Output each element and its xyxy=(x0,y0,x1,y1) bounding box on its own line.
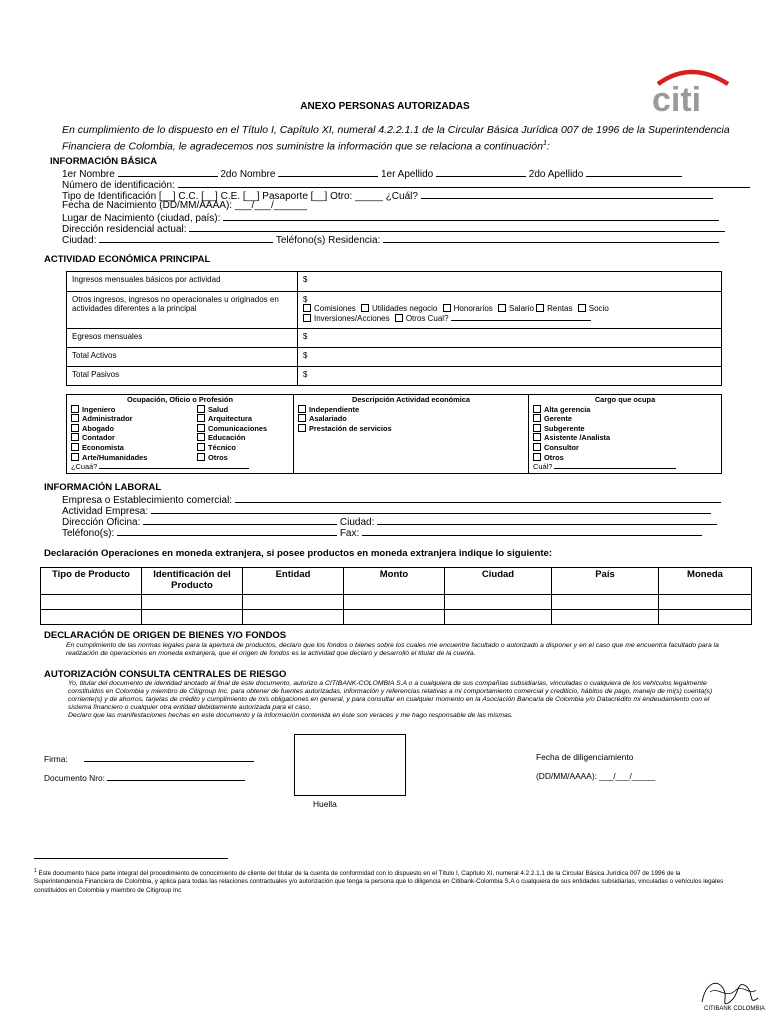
checkbox-icon[interactable] xyxy=(197,405,205,413)
authorization-heading: AUTORIZACIÓN CONSULTA CENTRALES DE RIESGO xyxy=(44,669,287,680)
fecha-label: Fecha de diligenciamiento xyxy=(536,752,634,762)
address-field[interactable] xyxy=(189,222,725,232)
col-currency: Moneda xyxy=(659,568,752,595)
activity-field[interactable] xyxy=(151,504,711,514)
checkbox-icon[interactable] xyxy=(298,405,306,413)
checkbox-icon[interactable] xyxy=(71,453,79,461)
first-surname-field[interactable] xyxy=(436,167,526,177)
other-income-label: Otros ingresos, ingresos no operacionales u originados en actividades diferentes a la principal xyxy=(67,292,298,329)
other-income-options-1: Comisiones Utilidades negocio Honorarios Salario Rentas Socio xyxy=(303,304,716,313)
col-city: Ciudad xyxy=(445,568,552,595)
assets-value[interactable]: $ xyxy=(298,348,722,367)
checkbox-icon[interactable] xyxy=(197,453,205,461)
checkbox-icon[interactable] xyxy=(533,453,541,461)
name-row: 1er Nombre 2do Nombre 1er Apellido 2do Apellido xyxy=(62,167,742,180)
checkbox-icon[interactable] xyxy=(197,433,205,441)
first-name-field[interactable] xyxy=(118,167,218,177)
other-income-options-2: Inversiones/Acciones Otros Cual? xyxy=(303,313,716,323)
checkbox-icon[interactable] xyxy=(298,424,306,432)
expenses-value[interactable]: $ xyxy=(298,329,722,348)
fingerprint-box[interactable] xyxy=(294,734,406,796)
id-type-other-field[interactable] xyxy=(421,189,713,199)
income-value[interactable]: $ xyxy=(298,272,722,292)
checkbox-icon[interactable] xyxy=(303,314,311,322)
authorization-text: Yo, titular del documento de identidad anotado al final de este documento, autorizo a CITIBANK-COLOMBIA S.A o a cualquiera de sus compañías subsidiarias, vinculadas o cualquiera de los vehículos legalmente constituidos en Colombia y miembro de Citigroup Inc. para obtener de fuentes autorizadas, información y referencias relativas a mi comportamiento comercial y crediticio, hábitos de pago, manejo de mi(s) cuenta(s) corriente(s) y de ahorros, tarjetas de crédito y cumplimiento de mis obligaciones en general, y para consultar en cualquier momento en la Asociación Bancaria de Colombia y/o Datacrédito mi endeudamiento con el sistema financiero o cualquier otra entidad debidamente autorizada para el caso. Declaro que las manifestaciones hechas en este documento y la información contenida en éste son veraces y me hago responsable de las mismas. xyxy=(68,680,713,719)
position-cell: Cargo que ocupa Alta gerencia Gerente Subgerente Asistente /Analista Consultor Otros Cuál? xyxy=(529,395,722,474)
checkbox-icon[interactable] xyxy=(71,433,79,441)
assets-label: Total Activos xyxy=(67,348,298,367)
id-type-row: Tipo de Identificación [__] C.C. [__] C.E. [__] Pasaporte [__] Otro: _____ ¿Cuál? xyxy=(62,189,713,202)
checkbox-icon[interactable] xyxy=(71,414,79,422)
checkbox-icon[interactable] xyxy=(536,304,544,312)
liabilities-label: Total Pasivos xyxy=(67,367,298,386)
birth-place-field[interactable] xyxy=(223,211,719,221)
document-title: ANEXO PERSONAS AUTORIZADAS xyxy=(300,101,470,112)
footnote: $^1$ Este documento hace parte integral del procedimiento de conocimiento de cliente del titular de la cuenta de conformidad con lo dispuesto en el Título I, Capítulo XI, numeral 4.2.2.1.1 de la Circular Básica Jurídica 007 de 1996 de la Superintendencia Financiera de Colombia, y aplica para todas las relaciones contractuales y/o autorización que tenga la persona que lo diligencia en Citibank-Colombia S.A o cualquiera de sus entidades subsidiarias, vinculadas o vehículos legales constituidos en Colombia y miembro de Citigroup Inc xyxy=(34,868,724,894)
basic-heading: INFORMACIÓN BÁSICA xyxy=(50,156,158,167)
other-income-cual-field[interactable] xyxy=(451,313,591,321)
checkbox-icon[interactable] xyxy=(197,414,205,422)
income-label: Ingresos mensuales básicos por actividad xyxy=(67,272,298,292)
birth-place-row: Lugar de Nacimiento (ciudad, país): xyxy=(62,211,719,224)
economic-table xyxy=(66,271,722,386)
office-phone-field[interactable] xyxy=(117,526,337,536)
company-field[interactable] xyxy=(235,493,721,503)
col-product-id: Identificación del Producto xyxy=(142,568,243,595)
phone-field[interactable] xyxy=(383,233,719,243)
checkbox-icon[interactable] xyxy=(197,424,205,432)
foreign-heading: Declaración Operaciones en moneda extranjera, si posee productos en moneda extranjera indique lo siguiente: xyxy=(44,548,553,559)
col-country: País xyxy=(552,568,659,595)
svg-text:CITIBANK COLOMBIA: CITIBANK COLOMBIA xyxy=(704,1006,766,1012)
second-surname-field[interactable] xyxy=(586,167,682,177)
checkbox-icon[interactable] xyxy=(533,414,541,422)
checkbox-icon[interactable] xyxy=(361,304,369,312)
labor-heading: INFORMACIÓN LABORAL xyxy=(44,482,162,493)
description-heading: Descripción Actividad económica xyxy=(351,395,470,404)
documento-row: Documento Nro: xyxy=(44,771,245,784)
office-address-field[interactable] xyxy=(143,515,337,525)
second-name-field[interactable] xyxy=(278,167,378,177)
footnote-divider xyxy=(34,858,228,859)
checkbox-icon[interactable] xyxy=(533,405,541,413)
occupation-heading: Ocupación, Oficio o Profesión xyxy=(127,395,233,404)
city-phone-row: Ciudad: Teléfono(s) Residencia: xyxy=(62,233,719,246)
bank-stamp-signature xyxy=(696,972,766,1014)
other-income-value: $ xyxy=(303,295,308,304)
expenses-label: Egresos mensuales xyxy=(67,329,298,348)
huella-label: Huella xyxy=(313,799,337,809)
id-number-field[interactable] xyxy=(178,178,750,188)
documento-field[interactable] xyxy=(107,771,245,781)
checkbox-icon[interactable] xyxy=(298,414,306,422)
intro-text: En cumplimiento de lo dispuesto en el Título I, Capítulo XI, numeral 4.2.2.1.1 de la Circular Básica Jurídica 007 de 1996 de la Superintendencia Financiera de Colombia, le agradecemos nos suministre la información que se relaciona a continuación$^1$: xyxy=(62,124,730,153)
other-income-cell xyxy=(298,292,722,329)
col-amount: Monto xyxy=(344,568,445,595)
table-row xyxy=(41,610,752,625)
occupation-table xyxy=(66,394,722,474)
checkbox-icon[interactable] xyxy=(578,304,586,312)
id-number-row: Número de identificación: xyxy=(62,178,750,191)
checkbox-icon[interactable] xyxy=(71,405,79,413)
fecha-field[interactable]: (DD/MM/AAAA): ___/___/_____ xyxy=(536,771,656,781)
table-row xyxy=(41,595,752,610)
svg-text:citi: citi xyxy=(652,81,702,114)
checkbox-icon[interactable] xyxy=(395,314,403,322)
occupation-cual-field[interactable] xyxy=(99,462,249,469)
description-cell: Descripción Actividad económica Independiente Asalariado Prestación de servicios xyxy=(294,395,529,474)
city-field[interactable] xyxy=(99,233,273,243)
phones-row: Teléfono(s): Fax: xyxy=(62,526,702,539)
firma-row: Firma: xyxy=(44,752,254,765)
checkbox-icon[interactable] xyxy=(533,424,541,432)
origin-text: En cumplimiento de las normas legales para la apertura de productos, declaro que los fondos o bienes sobre los cuales me encuentre facultado o autorizado a disponer y en el caso que me encuentra facultado para la realización de operaciones en moneda extranjera, que el origen de fondos es la actividad que declaró y desarrolló el titular de la cuenta. xyxy=(66,642,719,657)
checkbox-icon[interactable] xyxy=(197,443,205,451)
occupation-cell: Ocupación, Oficio o Profesión Ingeniero Administrador Abogado Contador Economista Arte/Humanidades Salud Arquitectura Comunicaciones Educación Técnico Otros ¿Cuaá? xyxy=(67,395,294,474)
company-row: Empresa o Establecimiento comercial: xyxy=(62,493,721,506)
foreign-table xyxy=(40,567,752,625)
checkbox-icon[interactable] xyxy=(533,433,541,441)
office-city-field[interactable] xyxy=(377,515,717,525)
economic-heading: ACTIVIDAD ECONÓMICA PRINCIPAL xyxy=(44,254,211,265)
office-row: Dirección Oficina: Ciudad: xyxy=(62,515,717,528)
fax-field[interactable] xyxy=(362,526,702,536)
checkbox-icon[interactable] xyxy=(443,304,451,312)
origin-heading: DECLARACIÓN DE ORIGEN DE BIENES Y/O FONDOS xyxy=(44,630,287,641)
checkbox-icon[interactable] xyxy=(303,304,311,312)
checkbox-icon[interactable] xyxy=(71,443,79,451)
col-entity: Entidad xyxy=(243,568,344,595)
position-cual-field[interactable] xyxy=(554,462,676,469)
activity-row: Actividad Empresa: xyxy=(62,504,711,517)
address-row: Dirección residencial actual: xyxy=(62,222,725,235)
position-heading: Cargo que ocupa xyxy=(594,395,656,404)
checkbox-icon[interactable] xyxy=(71,424,79,432)
checkbox-icon[interactable] xyxy=(498,304,506,312)
birth-date-row[interactable]: Fecha de Nacimiento (DD/MM/AAAA): ___/___/______ xyxy=(62,200,308,211)
liabilities-value[interactable]: $ xyxy=(298,367,722,386)
col-product-type: Tipo de Producto xyxy=(41,568,142,595)
checkbox-icon[interactable] xyxy=(533,443,541,451)
firma-field[interactable] xyxy=(84,752,254,762)
